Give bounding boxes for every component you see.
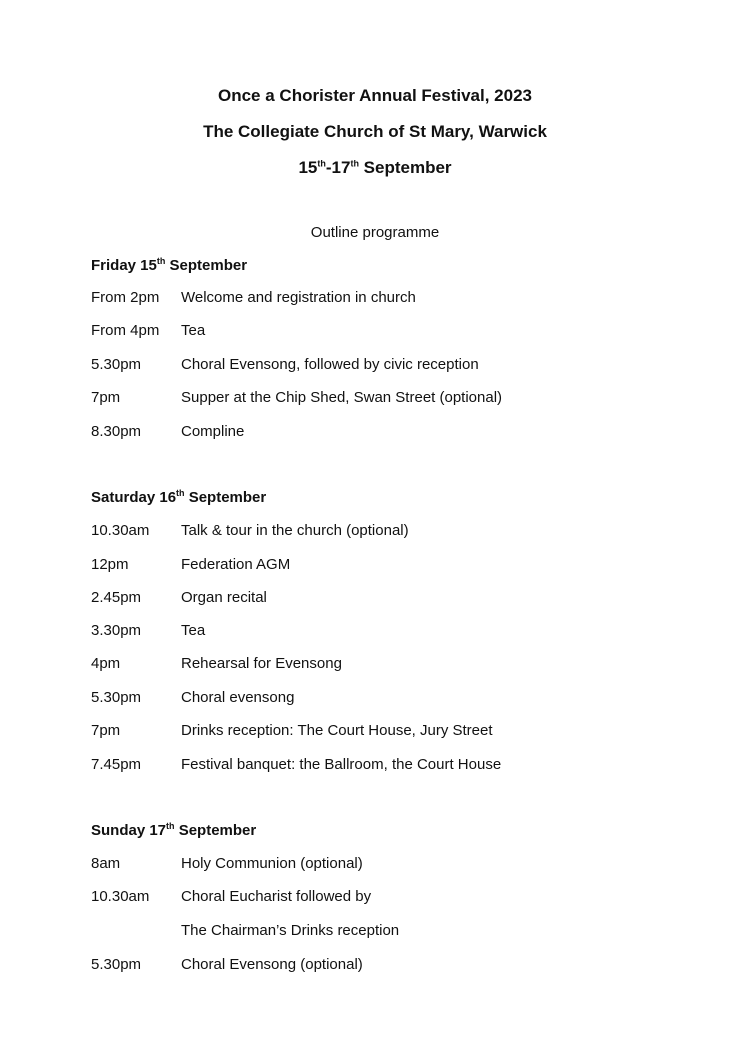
programme-time: 10.30am bbox=[91, 522, 150, 539]
programme-time: 3.30pm bbox=[91, 622, 142, 639]
programme-event: Tea bbox=[181, 322, 206, 339]
programme-time: 5.30pm bbox=[91, 689, 142, 706]
dates-end-sup: th bbox=[350, 158, 359, 169]
dates-month: September bbox=[358, 158, 452, 177]
friday-heading-suffix: September bbox=[165, 257, 248, 274]
sunday-heading bbox=[91, 822, 256, 839]
programme-time: 5.30pm bbox=[91, 356, 142, 373]
festival-dates bbox=[0, 158, 750, 178]
programme-event: Choral Evensong (optional) bbox=[181, 956, 363, 973]
programme-time: 7pm bbox=[91, 722, 121, 739]
programme-event: Choral Eucharist followed by bbox=[181, 888, 372, 905]
friday-heading-prefix: Friday 15 bbox=[91, 257, 157, 274]
programme-time: 7pm bbox=[91, 389, 121, 406]
programme-event: Talk & tour in the church (optional) bbox=[181, 522, 409, 539]
programme-event: Welcome and registration in church bbox=[181, 289, 416, 306]
programme-event: Federation AGM bbox=[181, 556, 291, 573]
programme-event: Choral Evensong, followed by civic reception bbox=[181, 356, 479, 373]
festival-title: Once a Chorister Annual Festival, 2023 bbox=[218, 86, 532, 105]
programme-time: From 2pm bbox=[91, 289, 160, 306]
programme-event: Supper at the Chip Shed, Swan Street (optional) bbox=[181, 389, 503, 406]
programme-event: Rehearsal for Evensong bbox=[181, 655, 342, 672]
programme-event: Tea bbox=[181, 622, 206, 639]
programme-time: 4pm bbox=[91, 655, 121, 672]
saturday-heading-suffix: September bbox=[184, 489, 267, 506]
programme-time: 2.45pm bbox=[91, 589, 142, 606]
saturday-heading-prefix: Saturday 16 bbox=[91, 489, 177, 506]
programme-event: Compline bbox=[181, 423, 245, 440]
programme-event: The Chairman’s Drinks reception bbox=[181, 922, 400, 939]
saturday-heading bbox=[91, 489, 266, 506]
dates-end-day: 17 bbox=[331, 158, 351, 177]
programme-time: 7.45pm bbox=[91, 756, 142, 773]
sunday-heading-suffix: September bbox=[174, 822, 257, 839]
programme-event: Holy Communion (optional) bbox=[181, 855, 363, 872]
programme-time: 8.30pm bbox=[91, 423, 142, 440]
programme-event: Organ recital bbox=[181, 589, 267, 606]
programme-event: Choral evensong bbox=[181, 689, 295, 706]
outline-programme-subtitle: Outline programme bbox=[310, 224, 440, 241]
sunday-heading-sup: th bbox=[166, 821, 175, 831]
programme-time: 10.30am bbox=[91, 888, 150, 905]
venue-title: The Collegiate Church of St Mary, Warwick bbox=[203, 122, 547, 141]
saturday-heading-sup: th bbox=[176, 488, 185, 498]
friday-heading bbox=[91, 257, 247, 274]
programme-time: 5.30pm bbox=[91, 956, 142, 973]
dates-start-sup: th bbox=[317, 158, 326, 169]
dates-start-day: 15 bbox=[298, 158, 318, 177]
programme-time: From 4pm bbox=[91, 322, 160, 339]
sunday-heading-prefix: Sunday 17 bbox=[91, 822, 167, 839]
programme-event: Festival banquet: the Ballroom, the Court House bbox=[181, 756, 502, 773]
programme-time: 12pm bbox=[91, 556, 129, 573]
friday-heading-sup: th bbox=[156, 256, 166, 266]
dates-separator: - bbox=[325, 158, 332, 177]
programme-event: Drinks reception: The Court House, Jury Street bbox=[181, 722, 493, 739]
programme-time: 8am bbox=[91, 855, 121, 872]
